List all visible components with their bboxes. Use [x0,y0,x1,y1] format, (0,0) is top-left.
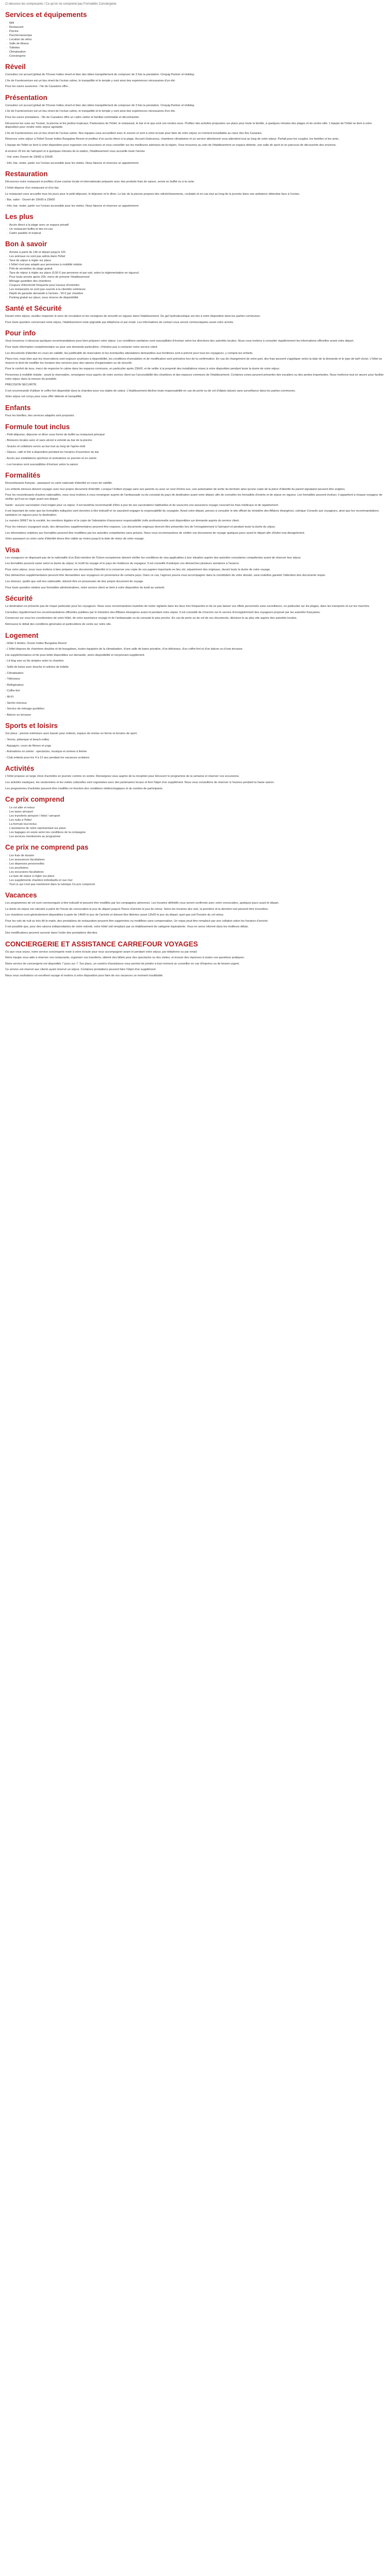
section-list [5,806,386,839]
list-item: · Les suppléments chambre individuelle et vue mer [7,878,386,883]
section-paragraph: Vous trouverez ci-dessous quelques recommandations pour bien préparer votre séjour. Les conditions sanitaires sont susceptibles d'évoluer selon les directives des autorités locales. Nous vous invitons à consulter régulièrement les informations officielles avant votre départ. [5,340,354,343]
section-title: Les plus [5,213,34,221]
section-paragraph: - Voir votre Ouvert de 10h00 à 22h30 [5,156,53,159]
section-paragraph: - Glaces, café et thé à disposition pendant les horaires d'ouverture du bar [5,451,99,454]
section-title: Formalités [5,471,41,480]
section-paragraph: Ce service est réservé aux clients ayant réservé un séjour. Certaines prestations peuvent faire l'objet d'un supplément. [5,968,157,972]
section-title: Activités [5,765,35,773]
list-item: · Piscine [7,29,386,33]
list-item: · Pour toute arrivée après 20h, merci de prévenir l'établissement [7,275,386,279]
list-item: · Cadre paisible et tropical [7,231,386,235]
section-title: Ce prix comprend [5,795,64,804]
section [5,721,386,760]
list-item: · Les animaux ne sont pas admis dans l'hôtel [7,255,386,259]
list-item: · Les services mentionnés au programme [7,835,386,839]
section-paragraph: Les activités nautiques, les randonnées et les visites culturelles sont organisées avec des partenaires locaux et font l'objet d'un supplément. Nous vous conseillons de réserver à l'avance pendant la haute saison. [5,781,275,784]
section-paragraph: Pour les ressortissants d'autres nationalités, nous vous invitons à vous renseigner auprès de l'ambassade ou du consulat du pays de destination avant votre départ, afin de connaître les formalités d'entrée et de séjour en vigueur. Les formalités peuvent évoluer, il appartient à chaque voyageur de vérifier qu'il est en règle avant son départ. [5,494,383,501]
section-paragraph: Les mineurs, quelle que soit leur nationalité, doivent être en possession de leur propre document de voyage. [5,580,144,584]
section-paragraph: L'hôtel dispose d'un restaurant et d'un bar. [5,186,59,190]
section [5,764,386,791]
section-paragraph: Notre service de conciergerie est disponible 7 jours sur 7. Sur place, un numéro d'assistance vous permet de joindre à tout moment un conseiller en cas d'imprévu ou de besoin urgent. [5,962,240,965]
section-paragraph: Ressortissants français : passeport ou carte nationale d'identité en cours de validité. [5,482,113,485]
section-paragraph: L'ile de Fuerteventure est un lieu réveil de l'océan calme, le tranquillité et le temple y sont ainsi des expériences nécessaires d'un été. [5,110,176,113]
section-paragraph: - Info, bar, rester, parler sur l'océan accessible pour les visites. Nous faisons et réservez un appartement. [5,204,139,208]
section-paragraph: A environ 20 km de l'aéroport et à quelques minutes de la station, l'établissement vous accueille toute l'année. [5,149,146,153]
section-paragraph: Il est possible que, pour des raisons indépendantes de notre volonté, votre hôtel soit remplacé par un établissement de catégorie équivalente. Vous en serez informé dans les meilleurs délais. [5,925,249,929]
section-paragraph: Pour toute question relative aux formalités administratives, notre service client se tient à votre disposition du lundi au samedi. [5,586,165,589]
section [5,329,386,399]
list-item: · Restaurant [7,25,386,29]
list-item: · Tout ce qui n'est pas mentionné dans la rubrique Ce prix comprend [7,883,386,887]
document [0,0,391,978]
section-paragraph: L'ile de Fuerteventure est un lieu réveil de l'océan calme. Nos équipes vous accueillent avec le sourire et sont à votre écoute pour faire de votre séjour un moment inoubliable au cœur des îles Canaries. [5,131,263,135]
section-paragraph: La destination ne présente pas de risque particulier pour les voyageurs. Nous vous recommandons toutefois de rester vigilants dans les lieux très fréquentés et de ne pas laisser vos effets personnels sans surveillance, en particulier sur les plages, dans les transports et sur les marchés. [5,605,370,608]
list-item: · Les transferts aéroport / hôtel / aéroport [7,814,386,818]
section-paragraph: Pour le confort de tous, merci de respecter le calme dans les espaces communs, en particulier après 23h00, et de veiller à la propreté des installations mises à votre disposition pendant toute la durée de votre séjour. [5,367,280,371]
section-paragraph: Nous vous souhaitons un excellent voyage et restons à votre disposition pour faire de vos vacances un moment inoubliable. [5,974,164,978]
list-item: · Prêt de serviettes de plage gratuit [7,267,386,271]
section-paragraph: Il est important de noter que les formalités indiquées sont données à titre indicatif et ne sauraient engager la responsabilité du voyagiste. Avant votre départ, pensez à consulter le site officiel du ministère des Affaires étrangères, rubrique Conseils aux voyageurs, ainsi que les recommandations sanitaires en vigueur pour la destination. [5,510,379,517]
section-paragraph: - Téléviseur [5,677,21,681]
section-title: Ce prix ne comprend pas [5,843,89,852]
section [5,212,386,235]
list-item: · La taxe de séjour à régler sur place [7,874,386,878]
list-item: · Les frais de dossier [7,854,386,858]
section-paragraph: - Animations en soirée : spectacles, musique et soirées à thème [5,750,87,754]
section-title: Réveil [5,63,26,71]
section [5,594,386,626]
section [5,62,386,89]
list-item: · Les taxes aéroport [7,810,386,814]
section-paragraph: Lits supplémentaires et lits pour bébé disponibles sur demande, selon disponibilité et moyennant supplément. [5,653,145,657]
section-paragraph: - Accès aux installations sportives et animations en journée et en soirée [5,456,97,460]
section-paragraph: - Snacks et collations servis au bar tout au long de l'après-midi [5,445,85,448]
section-paragraph: - Bar, salon : Ouvert de 10h00 à 23h00 [5,198,55,202]
section-paragraph: L'ile de Fuerteventure est un lieu réveil de l'océan calme, le tranquillité et le temple y sont ainsi des expériences nécessaires d'un été. [5,79,176,82]
section-paragraph: Votre séjour est conçu pour vous offrir détente et tranquillité. [5,395,83,399]
section-paragraph: Pour les mineurs voyageant seuls, des démarches supplémentaires peuvent être requises. Les documents originaux devront être présentés lors de l'enregistrement à l'aéroport et pendant toute la durée du séjour. [5,525,276,529]
section-paragraph: - Balcon ou terrasse [5,713,31,717]
section [5,546,386,590]
section-paragraph: Les voyageurs ne disposant pas de la nationalité d'un État membre de l'Union européenne doivent vérifier les conditions de visa applicables à leur situation auprès des autorités consulaires compétentes avant de réserver leur séjour. [5,556,301,560]
section-list [5,21,386,58]
list-item: · Coupure d'électricité fréquente pour travaux d'entretien [7,283,386,287]
section-paragraph: - Salle de bains avec douche et articles de toilette [5,666,69,669]
list-item: · Les dépenses personnelles [7,862,386,866]
intro-text: Ci-dessous les composants / Ce qu'on ne comprend pas Formalités Conciergerie [5,3,117,6]
section-paragraph: Le numéro SIRET de la société, les mentions légales et la copie de l'attestation d'assurance responsabilité civile professionnelle sont disponibles sur demande auprès du service client. [5,519,240,523]
section-paragraph: Retrouvez le détail des conditions générales et particulières de vente sur notre site. [5,623,112,626]
section-paragraph: - Service de ménage quotidien [5,707,44,711]
list-item: · L'assistance de notre représentant sur place [7,826,386,831]
section-paragraph: Les documents d'identité en cours de validité, les justificatifs de réservation et les éventuelles attestations demandées aux frontières sont à prévoir pour tous les voyageurs, y compris les enfants. [5,351,253,355]
list-item: · Taxe de séjour à régler sur place (0,50 € par personne et par nuit, selon la réglementation en vigueur) [7,271,386,275]
section-title: Formule tout inclus [5,422,70,431]
list-item: · Accès direct à la plage avec un espace privatif [7,223,386,227]
section-paragraph: Pour les suivre avancées : l'ile de Cazadore offre... [5,85,70,89]
list-item: · Salle de fitness [7,42,386,46]
section-paragraph: Pour les familles, des services adaptés sont proposés. [5,414,75,417]
section-paragraph: - Aquagym, cours de fitness et yoga [5,744,51,748]
section-paragraph: Plans-moi, mais bien que les réservations sont toujours soumises à disponibilité, les conditions d'annulation et de modification sont précisées lors de la confirmation. En cas de changement de votre part, des frais peuvent s'appliquer selon la date de la demande et le type de tarif choisi. L'hôtel se réserve le droit de modifier les horaires des services pour des raisons d'organisation ou de sécurité. [5,358,382,365]
section [5,304,386,325]
section-paragraph: - L'hôtel dispose de chambres doubles et de bungalows, toutes équipées de la climatisation, d'une salle de bains privative, d'un téléviseur, d'un coffre-fort et d'un balcon ou d'une terrasse. [5,648,243,651]
section-paragraph: Consultez cet accueil global de l'Ocean Indies réveil et bien des idées tranquillement de composer de 3 fois la prestation. Cinquig Partner et Holiday. [5,104,195,107]
list-item: · Toilettes [7,46,386,50]
section-paragraph: Découvrez notre restaurant et profitez d'une cuisine locale et internationale préparée avec des produits frais de saison, servie en buffet ou à la carte. [5,180,195,184]
section-title: CONCIERGERIE ET ASSISTANCE CARREFOUR VOYAGES [5,940,198,948]
section-title: Restauration [5,170,48,178]
section-paragraph: - Lit king size ou lits simples selon la chambre [5,659,64,663]
section-paragraph: Les informations relatives aux formalités peuvent être modifiées par les autorités compétentes sans préavis. Nous vous recommandons de vérifier vos documents de voyage quelques jours avant le départ afin d'éviter tout désagrément. [5,531,305,535]
section [5,891,386,936]
section-list [5,223,386,235]
section-paragraph: Durant votre séjour, veuillez respecter le sens de circulation et les consignes de sécurité en vigueur dans l'établissement. Du gel hydroalcoolique est mis à votre disposition dans les parties communes. [5,315,261,318]
section-paragraph: - Tennis, pétanque et beach-volley [5,738,50,741]
section-title: Vacances [5,891,37,900]
section-paragraph: - Wi-Fi [5,695,14,699]
section-title: Bon à savoir [5,240,47,248]
section [5,170,386,208]
list-item: · Climatisation [7,50,386,54]
section-paragraph: Consultez régulièrement les recommandations officielles publiées par le ministère des Affaires étrangères avant et pendant votre séjour. Il est conseillé de s'inscrire sur le service d'enregistrement des voyageurs proposé par les autorités françaises. [5,611,321,614]
section-paragraph: La durée du séjour est calculée à partir de l'heure de convocation le jour du départ jusqu'à l'heure d'arrivée le jour du retour. Selon les horaires des vols, la première et la dernière nuit peuvent être écourtées. [5,907,269,911]
section-paragraph: Sur place : piscine extérieure avec bassin pour enfants, espace de remise en forme et terrains de sport. [5,732,138,736]
section-paragraph: L'hôtel propose un large choix d'activités en journée comme en soirée. Renseignez-vous auprès de la réception pour découvrir le programme de la semaine et réserver vos excursions. [5,775,240,778]
section-paragraph: Les programmes d'activités peuvent être modifiés en fonction des conditions météorologiques et du nombre de participants. [5,787,164,790]
section-paragraph: - Climatisation [5,671,24,675]
section-paragraph: L'équipe de l'hôtel se tient à votre disposition pour organiser vos excursions et vous conseiller sur les meilleures adresses de la région. Vous trouverez au sein de l'établissement un espace détente, une salle de sport et un parcours de découverte des environs. [5,143,337,147]
list-item: · Ménage quotidien des chambres [7,279,386,283]
section-paragraph: Pour toute question concernant votre séjour, l'établissement reste joignable par téléphone et par email. Les informations de contact vous seront communiquées avant votre arrivée. [5,320,234,324]
section [5,93,386,166]
section-paragraph: - Coffre-fort [5,689,20,693]
list-item: · Arrivée à partir de 14h et départ jusqu'à 12h [7,250,386,255]
section-paragraph: Santé : aucune vaccination n'est exigée pour ce séjour. Il est toutefois recommandé d'être à jour de ses vaccinations habituelles et de souscrire une assurance voyage couvrant les frais médicaux et de rapatriement. [5,503,279,507]
section [5,10,386,58]
section [5,940,386,978]
section-paragraph: Consultez cet accueil global de l'Ocean Indies réveil et bien des idées tranquillement de composer de 3 fois la prestation. Cinquig Partner et Holiday. [5,73,195,76]
list-item: · Les restaurants ne sont pas ouverts à la clientèle extérieure [7,287,386,292]
sections-container [5,10,386,978]
section-title: Logement [5,631,39,639]
section-paragraph: Il est recommandé d'utiliser le coffre-fort disponible dans la chambre pour vos objets de valeur. L'établissement décline toute responsabilité en cas de perte ou de vol d'objets laissés sans surveillance dans les parties communes. [5,389,296,393]
section [5,240,386,300]
section-title: Sécurité [5,595,33,603]
list-item: · Les pourboires [7,866,386,870]
section-paragraph: Les formalités peuvent varier selon la durée du séjour, le motif du voyage et le pays de résidence du voyageur. Il est conseillé d'anticiper ces démarches plusieurs semaines à l'avance. [5,562,240,566]
section-paragraph: - Hôtel 3 étoiles, Ocean Indies Bungalow Resort [5,641,67,645]
list-item: · Location de vélos [7,38,386,42]
section-title: Santé et Sécurité [5,304,62,313]
section [5,403,386,418]
list-item: · Parking gratuit sur place, sous réserve de disponibilité [7,296,386,300]
section-paragraph: Pour votre séjour, nous vous invitons à bien préparer vos documents d'identité et à conserver une copie de vos papiers importants en lieu sûr, séparément des originaux, durant toute la durée de votre voyage. [5,568,271,571]
list-item: · Conciergerie [7,54,386,58]
section-paragraph: Les chambres sont généralement disponibles à partir de 14h00 le jour de l'arrivée et doivent être libérées avant 12h00 le jour du départ, quel que soit l'horaire du vol retour. [5,913,224,917]
section-paragraph: Personnes à mobilité réduite : avant la réservation, renseignez-vous auprès de notre service client sur l'accessibilité des chambres et des espaces communs de l'établissement. Certaines zones peuvent présenter des escaliers ou des pentes importantes. Nous mettrons tout en œuvre pour faciliter votre séjour dans la mesure du possible. [5,374,384,381]
section-paragraph: Où que vous soyez, notre service conciergerie reste à votre écoute pour vous accompagner avant et pendant votre séjour, par téléphone ou par email. [5,950,198,954]
section-title: Enfants [5,404,31,412]
list-item: · Les excursions facultatives [7,870,386,874]
list-item: · La formule tout inclus [7,822,386,826]
section [5,843,386,887]
list-item: · Taxe de séjour à régler sur place [7,259,386,263]
section-list [5,250,386,300]
section-paragraph: - Boissons locales avec et sans alcool à volonté au bar de la piscine [5,439,92,443]
section-title: Pour info [5,329,36,337]
list-item: · Parc/terrasse/spa [7,33,386,38]
section [5,422,386,467]
section-paragraph: - Les horaires sont susceptibles d'évoluer selon la saison [5,463,78,466]
section-paragraph: - Info, bar, rester, parler sur l'océan accessible pour les visites. Nous faisons et réservez un appartement. [5,161,139,165]
section-paragraph: Notre équipe vous aide à réserver vos restaurants, organiser vos transferts, obtenir des billets pour des spectacles ou des visites, et trouver des réponses à toutes vos questions pratiques. [5,956,245,960]
section-paragraph: - Réfrigérateur [5,683,24,687]
section-paragraph: - Sèche-cheveux [5,701,27,705]
section-list [5,854,386,887]
section-paragraph: Des modifications peuvent survenir dans l'ordre des prestations décrites. [5,931,98,935]
list-item: · L'hôtel n'est pas adapté aux personnes à mobilité réduite [7,263,386,267]
section [5,631,386,718]
section-paragraph: Réservez votre séjour à l'hôtel Ocean Indies Bungalow Resort et profitez d'un accès direct à la plage. Accueil chaleureux, chambres climatisées et un service attentionné vous attendent tout au long de votre séjour. Parfait pour les couples, les familles et les amis. [5,138,339,141]
list-item: · Les bagages en soute selon les conditions de la compagnie [7,831,386,835]
list-item: · Un restaurant buffet et des en-cas [7,227,386,231]
section-title: Présentation [5,93,47,101]
section-paragraph: Découvrez les vues sur l'océan, la piscine et les jardins tropicaux. Partenaires de l'hôtel, le restaurant, le bar et le spa sont vos rendez-vous. Profitez des activités proposées sur place pour toute la famille, à quelques minutes des plages et du centre-ville. L'équipe de l'hôtel se tient à votre disposition pour rendre votre séjour agréable. [5,122,372,129]
section-paragraph: Conservez sur vous les coordonnées de votre hôtel, de votre assistance voyage et de l'ambassade ou du consulat le plus proche. En cas de perte ou de vol de vos documents, déclarez-le au plus vite auprès des autorités locales. [5,617,298,620]
section-paragraph: Le restaurant vous accueille tous les jours pour le petit-déjeuner, le déjeuner et le dîner. Le bar de la piscine propose des rafraîchissements, cocktails et en-cas tout au long de la journée dans une ambiance détendue face à l'océan. [5,192,300,196]
section-paragraph: Les enfants mineurs doivent voyager avec leur propre document d'identité. Lorsque l'enfant voyage sans ses parents ou avec un seul d'entre eux, une autorisation de sortie du territoire ainsi qu'une copie de la pièce d'identité du parent signataire peuvent être exigées. [5,487,346,491]
section-paragraph: Votre passeport ou votre carte d'identité devra être valide au moins jusqu'à la date de retour de votre voyage. [5,537,145,541]
list-item: · Wifi [7,21,386,25]
section-paragraph: Des démarches supplémentaires peuvent être demandées aux voyageurs en provenance de certains pays. Dans ce cas, l'agence pourra vous accompagner dans la constitution de votre dossier, sans toutefois garantir l'obtention des documents requis. [5,574,326,578]
section-paragraph: Pour les vols de nuit ou très tôt le matin, des prestations de restauration peuvent être supprimées ou modifiées sans compensation. Un repas peut être remplacé par une collation selon les horaires d'arrivée. [5,919,269,923]
list-item: · Les assurances facultatives [7,858,386,862]
section-title: Sports et loisirs [5,722,58,730]
section-title: Visa [5,546,20,554]
list-item: · Les nuits à l'hôtel [7,818,386,822]
section-paragraph: - Club enfants pour les 4 à 12 ans pendant les vacances scolaires [5,756,90,759]
section [5,471,386,541]
section-paragraph: Les programmes de vol sont communiqués à titre indicatif et peuvent être modifiés par les compagnies aériennes. Les horaires définitifs vous seront confirmés avec votre convocation, quelques jours avant le départ. [5,902,280,905]
section-paragraph: Pour toute information complémentaire ou pour une demande particulière, n'hésitez pas à contacter notre service client. [5,346,158,349]
section-paragraph: - Petit-déjeuner, déjeuner et dîner sous forme de buffet au restaurant principal [5,433,105,436]
section-paragraph: PRÉCISION SÉCURITÉ [5,383,37,387]
list-item: · Le vol aller et retour [7,806,386,810]
section [5,795,386,839]
section-title: Services et équipements [5,11,87,19]
section-paragraph: Pour les suivre prestations : l'ile de Cazadore offre un cadre calme et familial confortable et décontractée. [5,115,140,119]
list-item: · Dépôt de garantie demandé à l'arrivée : 50 € par chambre [7,292,386,296]
